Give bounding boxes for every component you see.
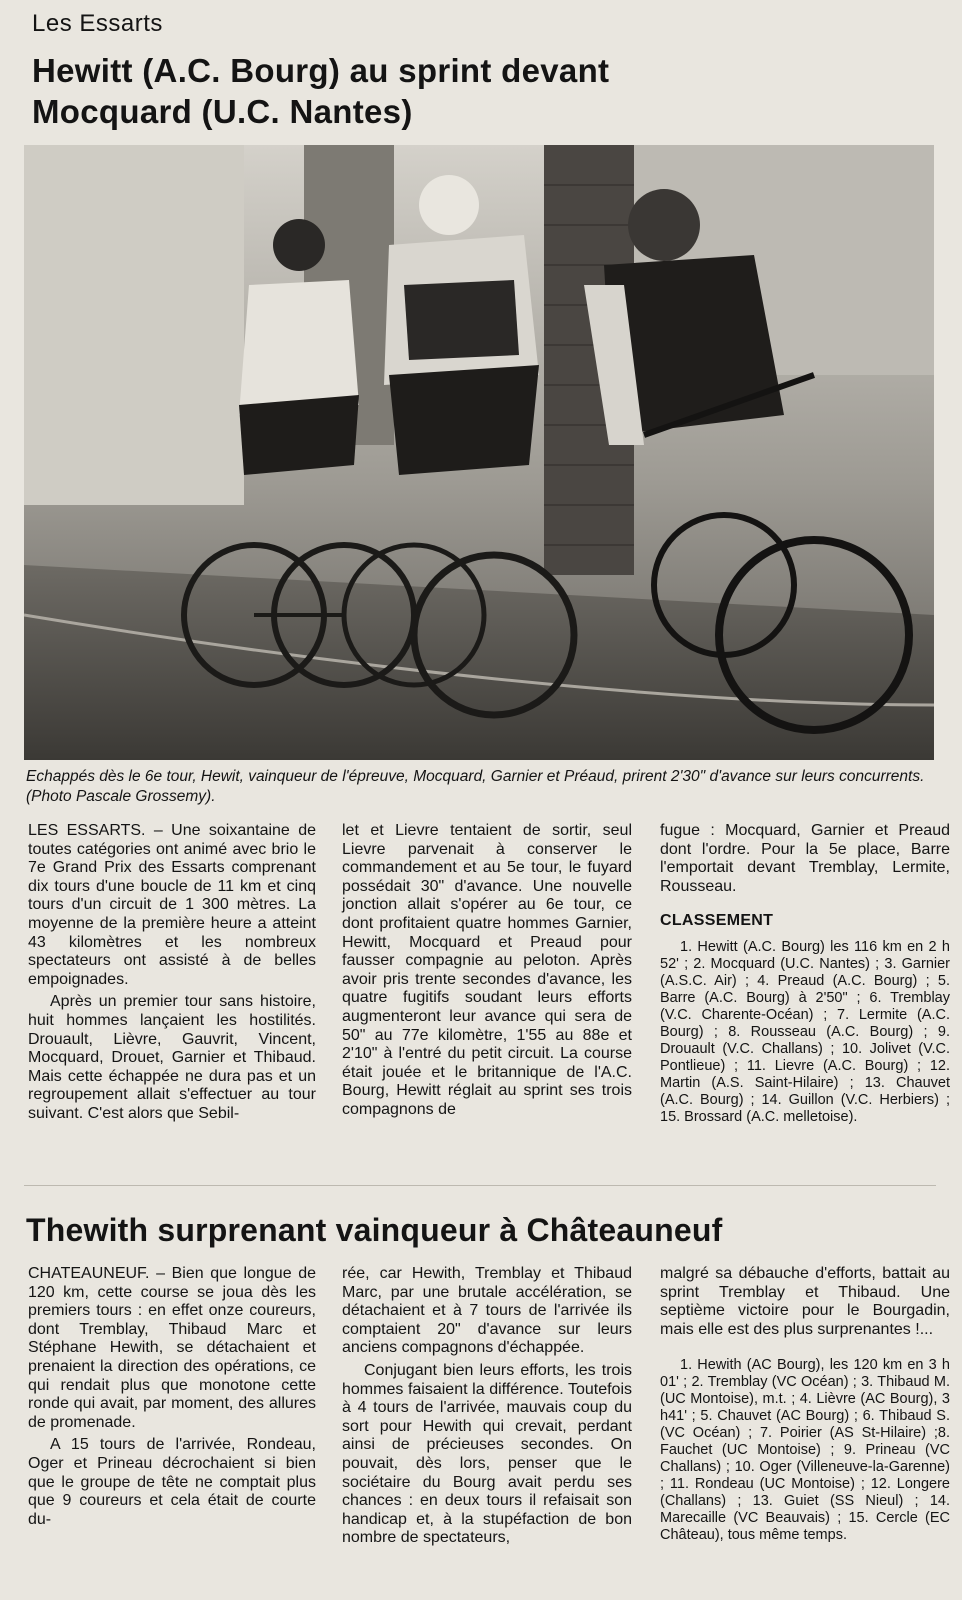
article1-column-1 — [28, 822, 316, 1124]
article2-column-3 — [660, 1265, 950, 1544]
article2-column-2 — [342, 1265, 632, 1548]
cyclists-photo-illustration — [24, 145, 934, 760]
paragraph: rée, car Hewith, Tremblay et Thibaud Marc, par une brutale accélération, se détachaient et à 7 tours de l'arrivée ils comptaient 20" d'avance sur leurs anciens compagnons d'échappée. — [342, 1265, 632, 1357]
paragraph: let et Lievre tentaient de sortir, seul Lievre parvenait à conserver le commandement et au 5e tour, le fuyard possédait 30" d'avance. Une nouvelle jonction allait s'opérer au 6e tour, ce dont profitaient quatre hommes Garnier, Hewitt, Mocquard et Preaud pour fausser compagnie au peloton. Après avoir pris trente secondes d'avance, les quatre fugitifs soudant leurs efforts augmenteront leur avance qui sera de 50" au 77e kilomètre, 1'55 au 88e et 2'10" à l'entré du petit circuit. La course était jouée et le britannique de l'A.C. Bourg, Hewitt réglait au sprint ses trois compagnons de — [342, 822, 632, 1118]
article-headline: Hewitt (A.C. Bourg) au sprint devant Mocquard (U.C. Nantes) — [32, 52, 610, 130]
article1-column-2 — [342, 822, 632, 1120]
paragraph: CHATEAUNEUF. – Bien que longue de 120 km, cette course se joua dès les premiers tours : en effet onze coureurs, dont Tremblay, Thibaud Marc et Stéphane Hewith, se détachaient et prenaient la direction des opérations, ce qui rendait plus que monotone cette ronde qui avait, par moment, des allures de promenade. — [28, 1265, 316, 1431]
paragraph: A 15 tours de l'arrivée, Rondeau, Oger et Prineau décrochaient si bien que le groupe de tête ne comptait plus que 9 coureurs et cela était de courte du- — [28, 1436, 316, 1528]
paragraph: Après un premier tour sans histoire, huit hommes lançaient les hostilités. Drouault, Lièvre, Gauvrit, Vincent, Mocquard, Drouet, Garnier et Thibaud. Mais cette échappée ne dura pas et un regroupement allait s'effectuer au tour suivant. C'est alors que Sebil- — [28, 993, 316, 1122]
section-divider — [24, 1185, 936, 1186]
race-photo — [24, 145, 934, 760]
article2-column-1 — [28, 1265, 316, 1529]
paragraph: fugue : Mocquard, Garnier et Preaud dont l'ordre. Pour la 5e place, Barre l'emportait devant Tremblay, Lermite, Rousseau. — [660, 822, 950, 895]
article1-column-3 — [660, 822, 950, 1126]
paragraph: Conjugant bien leurs efforts, les trois hommes faisaient la différence. Toutefois à 4 tours de l'arrivée, mauvais coup du sort pour Hewith qui crevait, perdant ainsi de précieuses secondes. On pouvait, dès lors, penser que le sociétaire du Bourg avait perdu ses chances : en deux tours il refaisait son handicap et, à la stupéfaction de bon nombre de spectateurs, — [342, 1361, 632, 1547]
article-kicker: Les Essarts — [32, 10, 163, 37]
article2-headline: Thewith surprenant vainqueur à Châteauneuf — [26, 1212, 723, 1248]
photo-caption: Echappés dès le 6e tour, Hewit, vainqueur de l'épreuve, Mocquard, Garnier et Préaud, prirent 2'30" d'avance sur leurs concurrents. (Photo Pascale Grossemy). — [26, 768, 925, 805]
results-list: 1. Hewith (AC Bourg), les 120 km en 3 h 01' ; 2. Tremblay (VC Océan) ; 3. Thibaud M. (UC Montoise), m.t. ; 4. Lièvre (AC Bourg), 3 h41' ; 5. Chauvet (AC Bourg) ; 6. Thibaud S. (VC Océan) ; 7. Poirier (AS St-Hilaire) ;8. Fauchet (UC Montoise) ; 9. Prineau (VC Challans) ; 10. Oger (Villeneuve-la-Garenne) ; 11. Rondeau (UC Montoise) ; 12. Longere (Challans) ; 13. Guiet (SS Nieul) ; 14. Marecaille (VC Beauvais) ; 15. Cercle (EC Château), tous même temps. — [660, 1357, 950, 1544]
classement-list: 1. Hewitt (A.C. Bourg) les 116 km en 2 h 52' ; 2. Mocquard (U.C. Nantes) ; 3. Garnier (A.S.C. Air) ; 4. Preaud (A.C. Bourg) ; 5. Barre (A.C. Bourg) à 2'50" ; 6. Tremblay (V.C. Charente-Océan) ; 7. Lermite (A.C. Bourg) ; 8. Rousseau (A.C. Bourg) ; 9. Drouault (V.C. Challans) ; 10. Jolivet (V.C. Pontlieue) ; 11. Lievre (A.C. Bourg) ; 12. Martin (A.S. Saint-Hilaire) ; 13. Chauvet (A.C. Bourg) ; 14. Guillon (V.C. Herbiers) ; 15. Brossard (A.C. melletoise). — [660, 938, 950, 1125]
paragraph: LES ESSARTS. – Une soixantaine de toutes catégories ont animé avec brio le 7e Grand Prix des Essarts comprenant dix tours d'une boucle de 11 km et cinq tours d'un circuit de 1 300 mètres. La moyenne de la première heure a atteint 43 kilomètres et les nombreux spectateurs ont assisté à de belles empoignades. — [28, 822, 316, 988]
classement-heading: CLASSEMENT — [660, 912, 774, 930]
paragraph: malgré sa débauche d'efforts, battait au sprint Tremblay et Thibaud. Une septième victoire pour le Bourgadin, mais elle est des plus surprenantes !... — [660, 1265, 950, 1338]
